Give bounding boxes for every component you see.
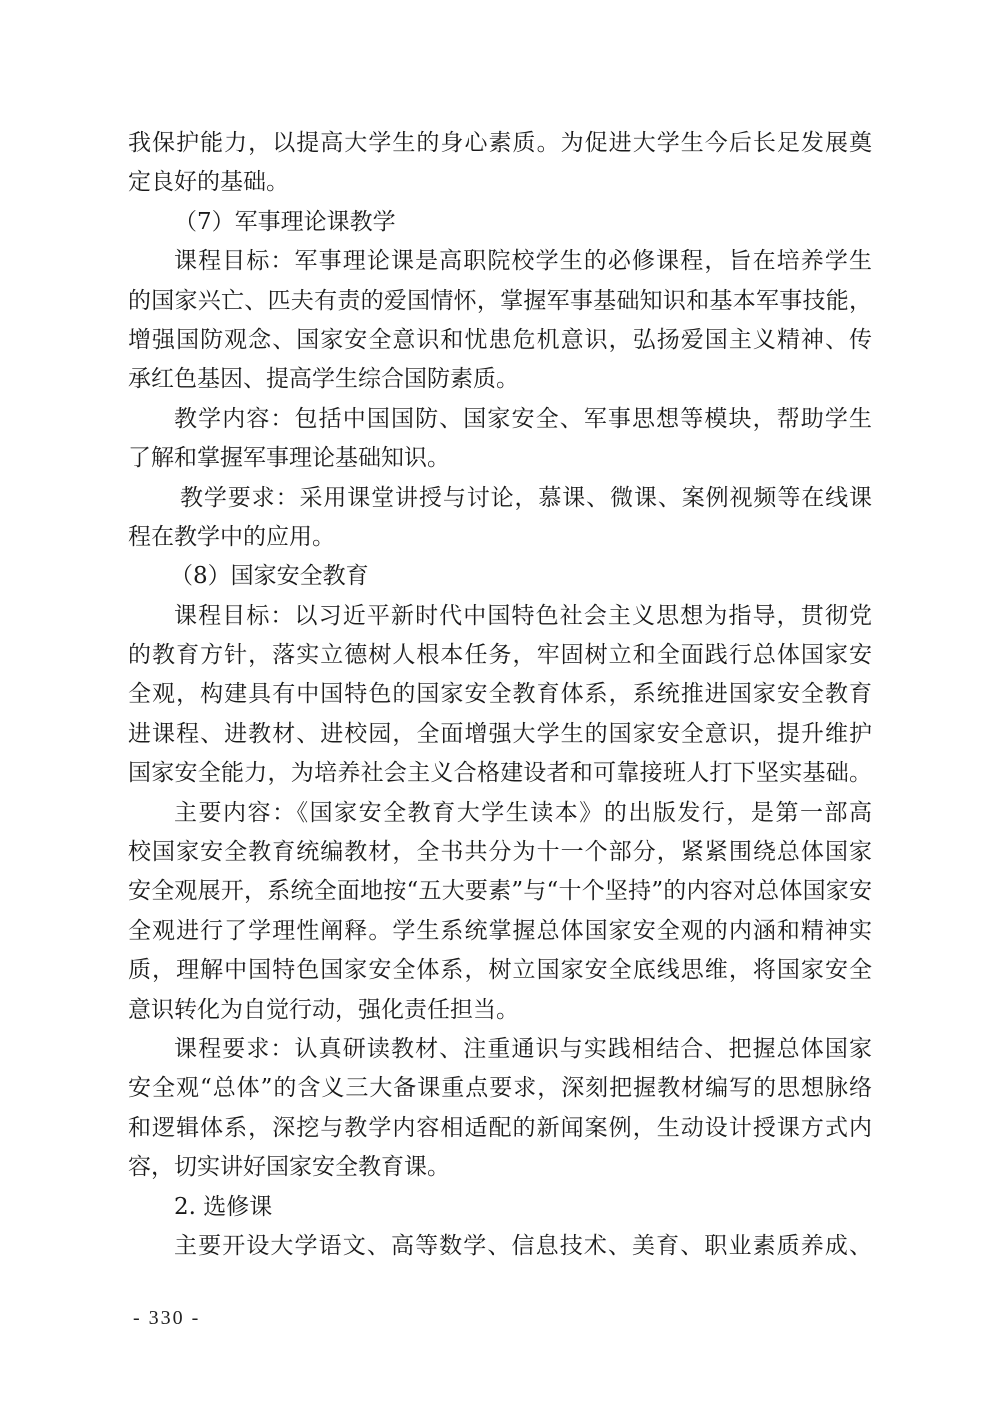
paragraph-line: 意识转化为自觉行动，强化责任担当。 — [128, 996, 519, 1023]
paragraph-line: 教学内容：包括中国国防、国家安全、军事思想等模块，帮助学生 — [174, 405, 872, 432]
paragraph-line: 主要开设大学语文、高等数学、信息技术、美育、职业素质养成、 — [174, 1232, 872, 1259]
paragraph-line: 的国家兴亡、匹夫有责的爱国情怀，掌握军事基础知识和基本军事技能， — [128, 287, 872, 314]
paragraph-line: 增强国防观念、国家安全意识和忧患危机意识，弘扬爱国主义精神、传 — [128, 326, 872, 353]
paragraph-line: 和逻辑体系，深挖与教学内容相适配的新闻案例，生动设计授课方式内 — [128, 1114, 872, 1141]
paragraph-line: 了解和掌握军事理论基础知识。 — [128, 445, 450, 472]
page-number: - 330 - — [133, 1307, 201, 1329]
paragraph-line: 安全观展开，系统全面地按“五大要素”与“十个坚持”的内容对总体国家安 — [128, 878, 872, 905]
paragraph-line: 教学要求：采用课堂讲授与讨论，慕课、微课、案例视频等在线课 — [180, 484, 872, 511]
paragraph-line: 定良好的基础。 — [128, 169, 289, 196]
paragraph-line: 主要内容：《国家安全教育大学生读本》的出版发行，是第一部高 — [174, 799, 872, 826]
paragraph-line: 课程目标：以习近平新时代中国特色社会主义思想为指导，贯彻党 — [174, 602, 872, 629]
section-heading-military-theory: （7）军事理论课教学 — [174, 208, 396, 235]
paragraph-line: 容，切实讲好国家安全教育课。 — [128, 1154, 450, 1181]
section-heading-national-security: （8）国家安全教育 — [170, 563, 369, 590]
paragraph-line: 质，理解中国特色国家安全体系，树立国家安全底线思维，将国家安全 — [128, 957, 872, 984]
paragraph-line: 我保护能力，以提高大学生的身心素质。为促进大学生今后长足发展奠 — [128, 130, 872, 156]
paragraph-line: 安全观“总体”的含义三大备课重点要求，深刻把握教材编写的思想脉络 — [128, 1075, 872, 1102]
paragraph-line: 课程目标：军事理论课是高职院校学生的必修课程，旨在培养学生 — [174, 248, 872, 275]
section-heading-electives: 2. 选修课 — [174, 1193, 273, 1220]
paragraph-line: 课程要求：认真研读教材、注重通识与实践相结合、把握总体国家 — [174, 1035, 872, 1062]
paragraph-line: 全观进行了学理性阐释。学生系统掌握总体国家安全观的内涵和精神实 — [128, 917, 872, 944]
paragraph-line: 的教育方针，落实立德树人根本任务，牢固树立和全面践行总体国家安 — [128, 642, 872, 669]
paragraph-line: 国家安全能力，为培养社会主义合格建设者和可靠接班人打下坚实基础。 — [128, 760, 872, 787]
paragraph-line: 全观，构建具有中国特色的国家安全教育体系，系统推进国家安全教育 — [128, 681, 872, 708]
paragraph-line: 程在教学中的应用。 — [128, 523, 335, 550]
paragraph-line: 进课程、进教材、进校园，全面增强大学生的国家安全意识，提升维护 — [128, 720, 872, 747]
body-text — [128, 124, 872, 1266]
paragraph-line: 校国家安全教育统编教材，全书共分为十一个部分，紧紧围绕总体国家 — [128, 839, 872, 866]
paragraph-line: 承红色基因、提高学生综合国防素质。 — [128, 366, 519, 393]
